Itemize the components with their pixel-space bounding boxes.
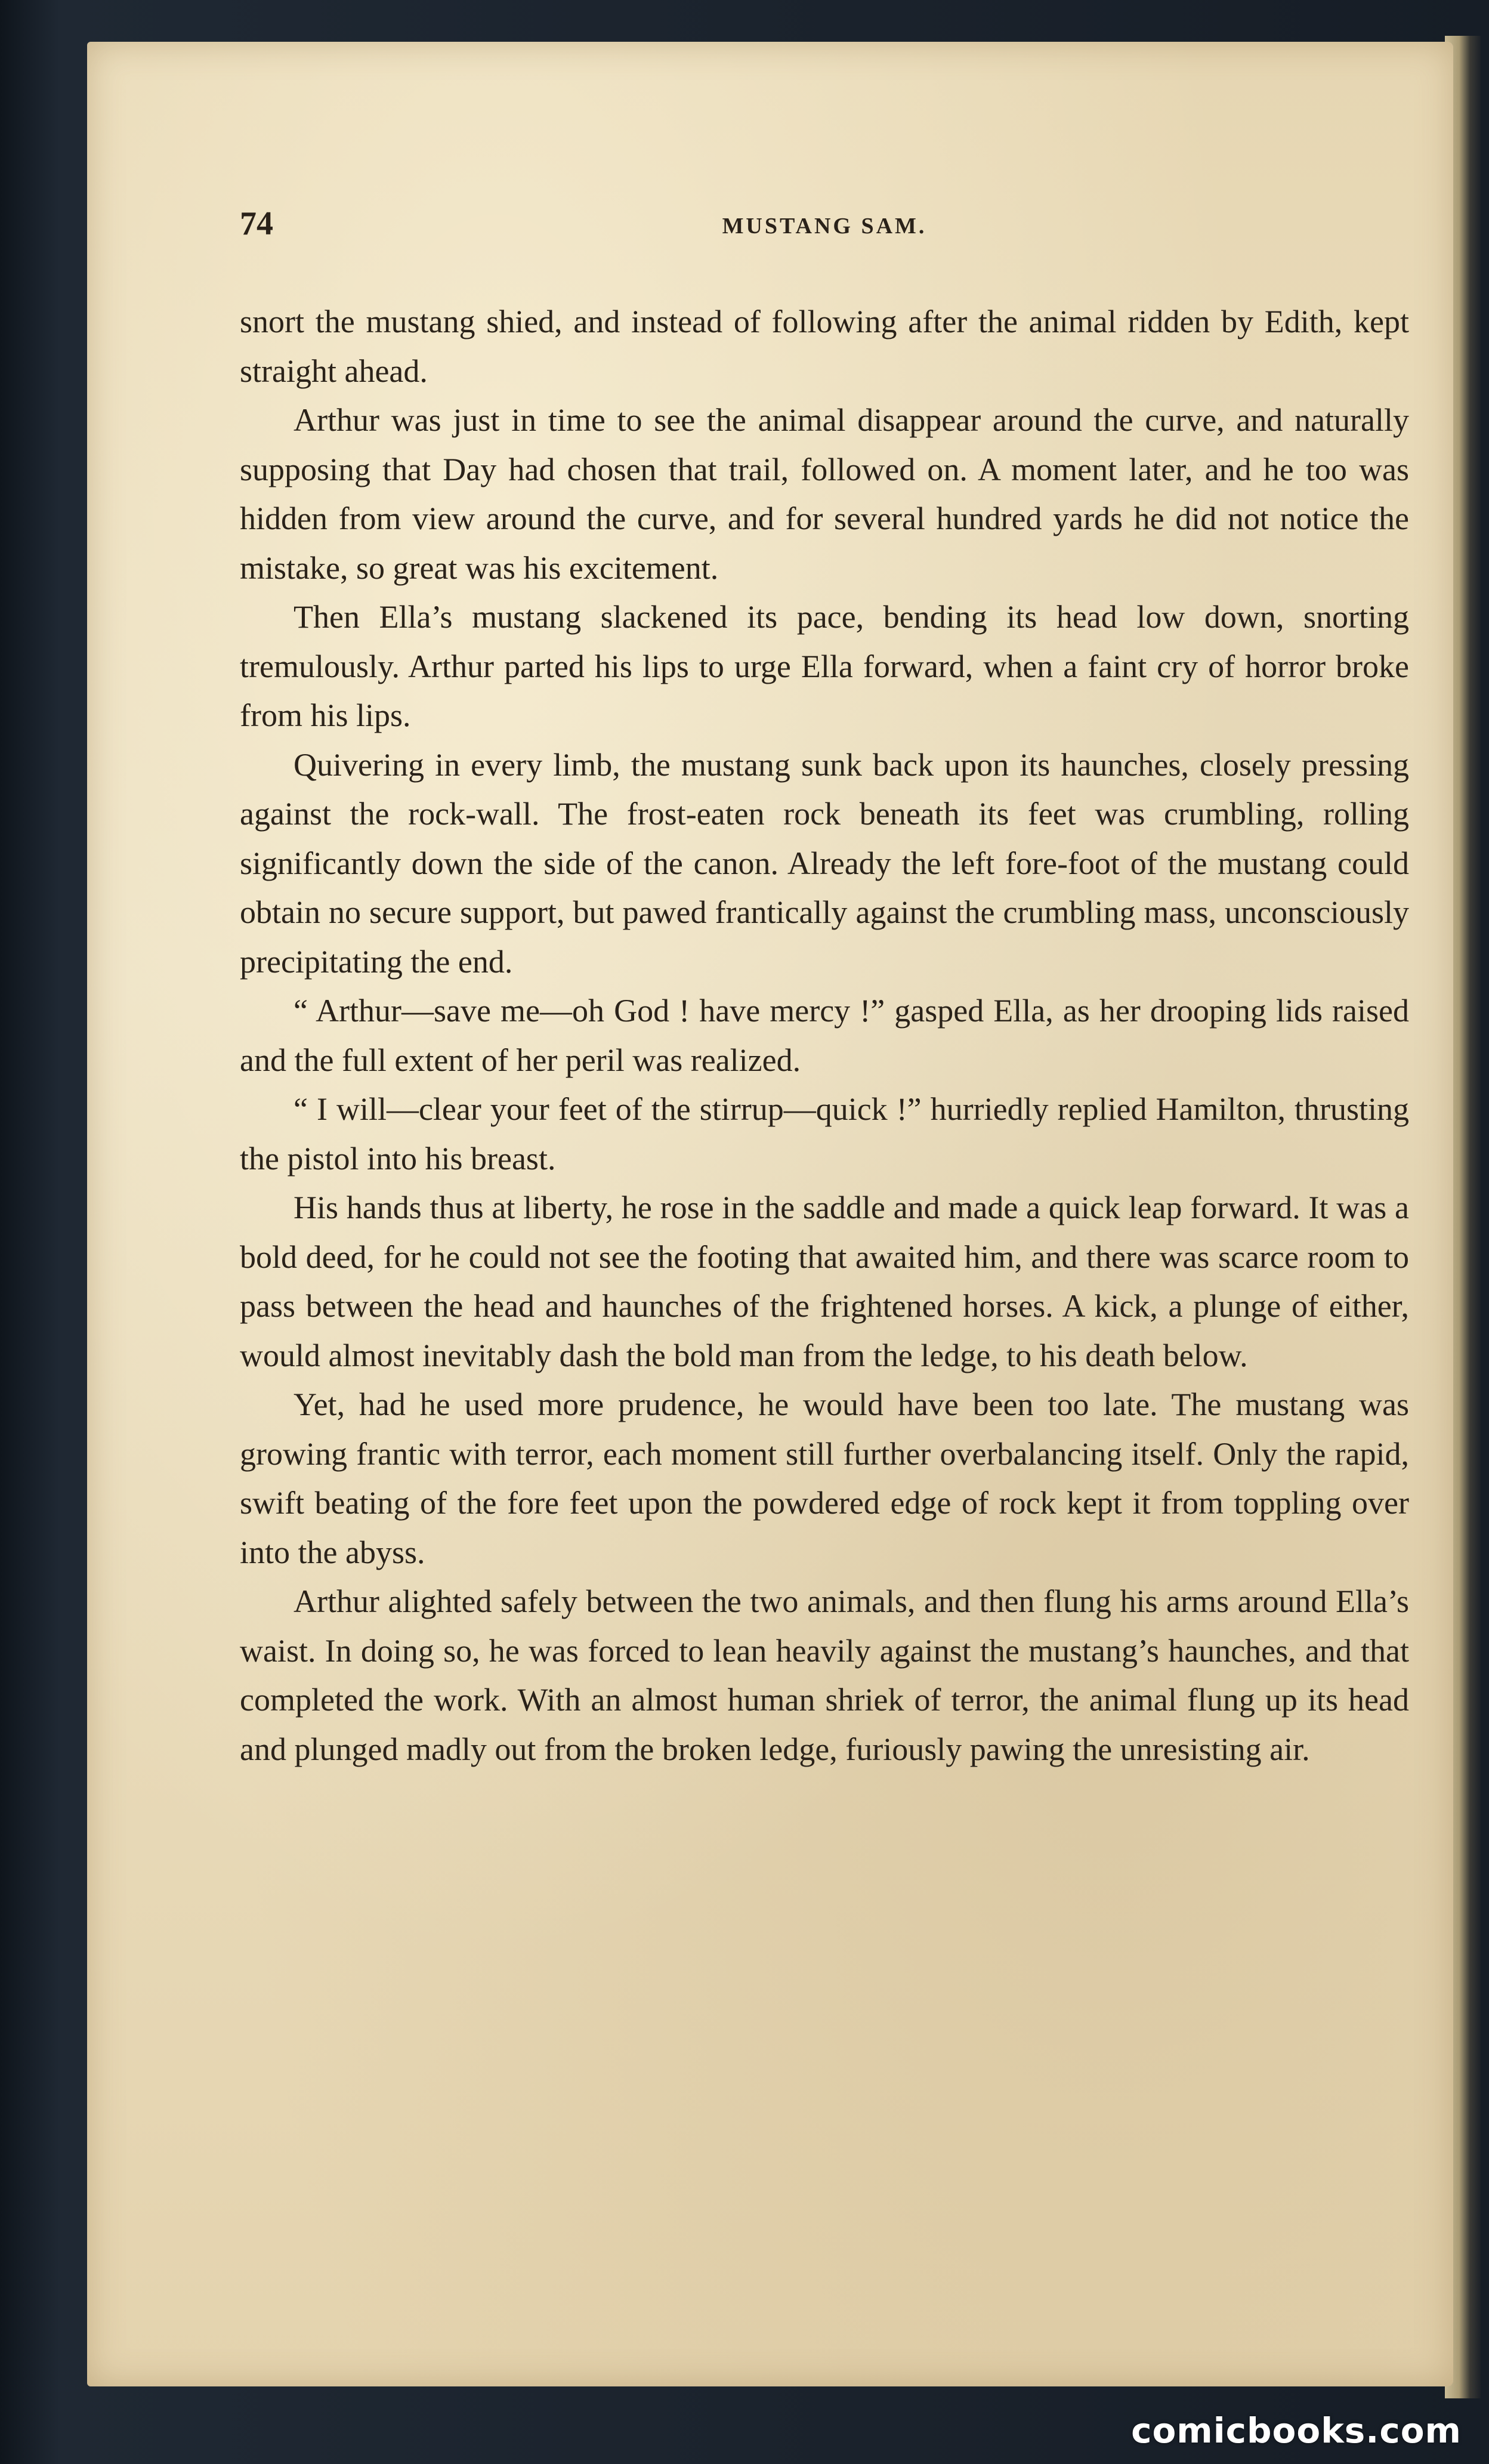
paragraph-7: His hands thus at liberty, he rose in the saddle and made a quick leap forward. It was a bold deed, for he could not see the footing that awaited him, and there was scarce room to pass between the head and haunches of the frightened horses. A kick, a plunge of either, would almost inevitably dash the bold man from the ledge, to his death below.: [240, 1190, 1409, 1373]
running-head: MUSTANG SAM.: [722, 214, 927, 239]
paragraph-9: Arthur alighted safely between the two animals, and then flung his arms around Ella’s waist. In doing so, he was forced to lean heavily against the mustang’s haunches, and that completed the work. With an almost human shriek of terror, the animal flung up its head and plunged madly out from the broken ledge, furiously pawing the unresisting air.: [240, 1583, 1409, 1767]
body-text: [240, 297, 1409, 1774]
paragraph-5: “ Arthur—save me—oh God ! have mercy !” gasped Ella, as her drooping lids raised and the full extent of her peril was realized.: [240, 993, 1409, 1078]
watermark: comicbooks.com: [1131, 2410, 1462, 2451]
page-header: [240, 203, 1409, 245]
paragraph-6: “ I will—clear your feet of the stirrup—quick !” hurriedly replied Hamilton, thrusting the pistol into his breast.: [240, 1091, 1409, 1177]
paragraph-1: snort the mustang shied, and instead of following after the animal ridden by Edith, kept straight ahead.: [240, 304, 1409, 389]
paragraph-8: Yet, had he used more prudence, he would have been too late. The mustang was growing frantic with terror, each moment still further overbalancing itself. Only the rapid, swift beating of the fore feet upon the powdered edge of rock kept it from toppling over into the abyss.: [240, 1387, 1409, 1570]
paragraph-4: Quivering in every limb, the mustang sunk back upon its haunches, closely pressing against the rock-wall. The frost-eaten rock beneath its feet was crumbling, rolling significantly down the side of the canon. Already the left fore-foot of the mustang could obtain no secure support, but pawed frantically against the crumbling mass, unconsciously precipitating the end.: [240, 746, 1409, 980]
page-number: 74: [240, 205, 273, 242]
paragraph-3: Then Ella’s mustang slackened its pace, bending its head low down, snorting tremulously. Arthur parted his lips to urge Ella forward, when a faint cry of horror broke from his lips.: [240, 599, 1409, 733]
paragraph-2: Arthur was just in time to see the animal disappear around the curve, and naturally supposing that Day had chosen that trail, followed on. A moment later, and he too was hidden from view around the curve, and for several hundred yards he did not notice the mistake, so great was his excitement.: [240, 402, 1409, 586]
